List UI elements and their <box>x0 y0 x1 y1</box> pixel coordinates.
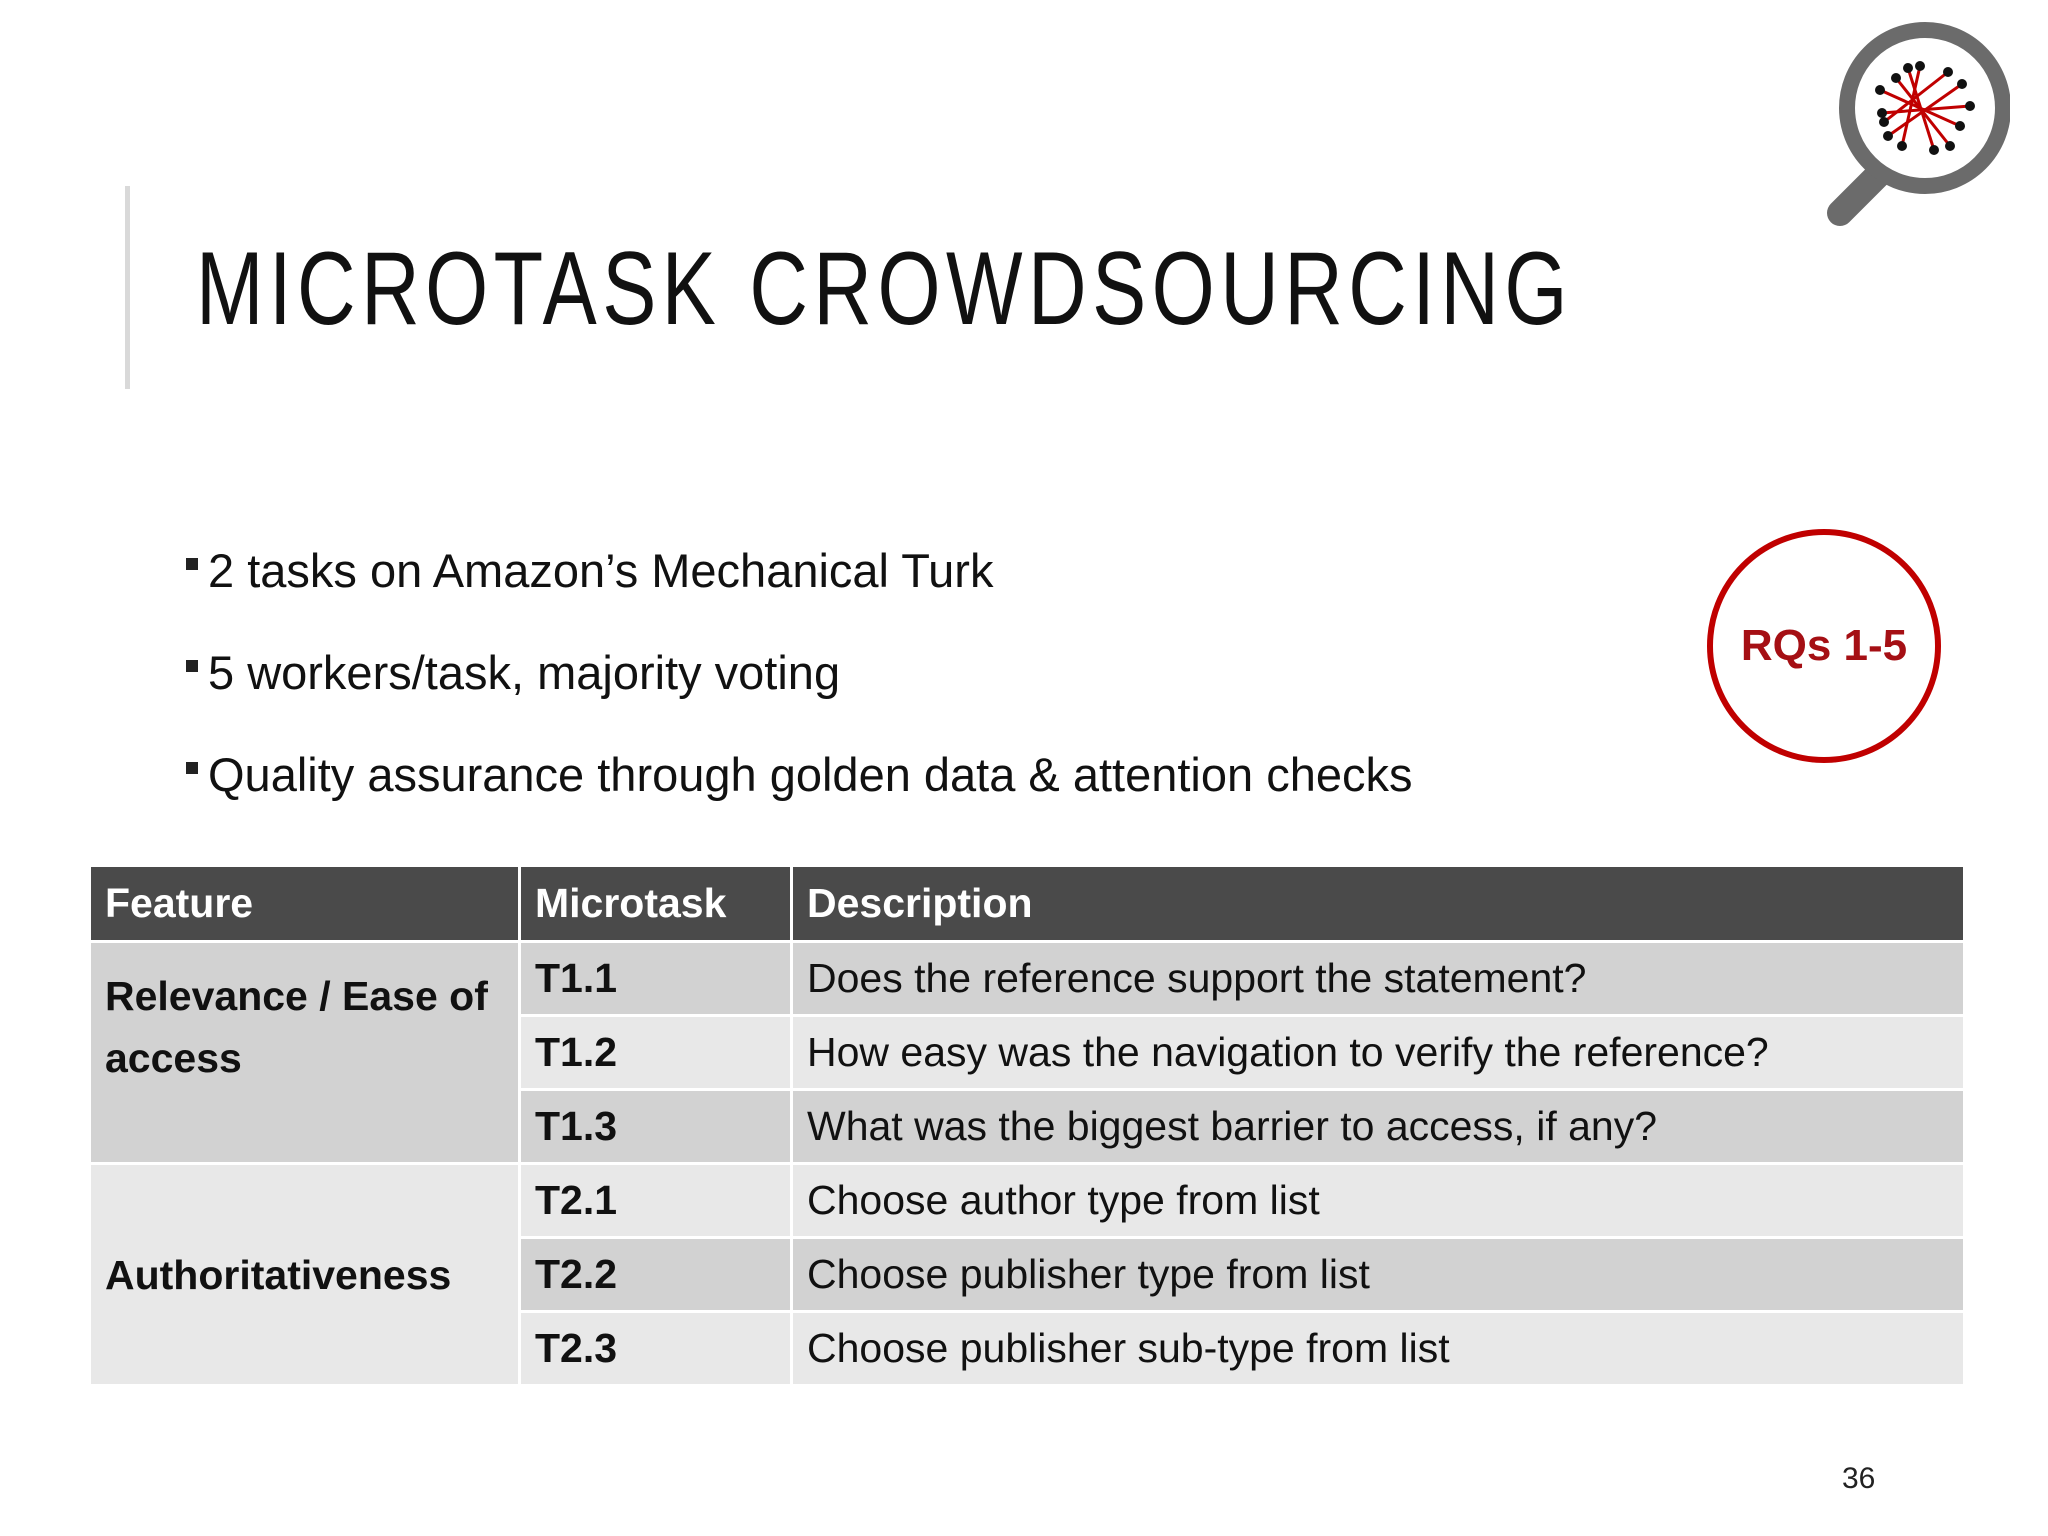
column-header-description: Description <box>792 866 1965 942</box>
bullet-list <box>186 520 1413 826</box>
feature-cell: Authoritativeness <box>90 1164 520 1386</box>
page-number: 36 <box>1842 1462 1876 1495</box>
rq-badge-label: RQs 1-5 <box>1740 621 1908 670</box>
description-cell: How easy was the navigation to verify the reference? <box>792 1016 1965 1090</box>
bullet-item: 5 workers/task, majority voting <box>186 622 1413 724</box>
bullet-item: 2 tasks on Amazon’s Mechanical Turk <box>186 520 1413 622</box>
description-cell: Does the reference support the statement? <box>792 942 1965 1016</box>
title-accent-line <box>125 186 130 389</box>
column-header-microtask: Microtask <box>520 866 792 942</box>
column-header-feature: Feature <box>90 866 520 942</box>
magnifier-network-icon <box>1810 18 2010 228</box>
description-cell: What was the biggest barrier to access, if any? <box>792 1090 1965 1164</box>
microtask-cell: T1.2 <box>520 1016 792 1090</box>
table-row <box>90 1164 1965 1238</box>
microtask-cell: T2.3 <box>520 1312 792 1386</box>
description-cell: Choose publisher type from list <box>792 1238 1965 1312</box>
bullet-square-icon <box>186 762 198 774</box>
microtask-table <box>88 864 1966 1387</box>
bullet-item: Quality assurance through golden data & attention checks <box>186 724 1413 826</box>
slide-title: MICROTASK CROWDSOURCING <box>196 231 1573 347</box>
microtask-cell: T1.3 <box>520 1090 792 1164</box>
bullet-square-icon <box>186 558 198 570</box>
feature-cell: Relevance / Ease of access <box>90 942 520 1164</box>
description-cell: Choose publisher sub-type from list <box>792 1312 1965 1386</box>
microtask-cell: T1.1 <box>520 942 792 1016</box>
table-header-row <box>90 866 1965 942</box>
description-cell: Choose author type from list <box>792 1164 1965 1238</box>
rq-badge <box>1707 529 1941 763</box>
microtask-cell: T2.2 <box>520 1238 792 1312</box>
bullet-square-icon <box>186 660 198 672</box>
table-row <box>90 942 1965 1016</box>
microtask-cell: T2.1 <box>520 1164 792 1238</box>
